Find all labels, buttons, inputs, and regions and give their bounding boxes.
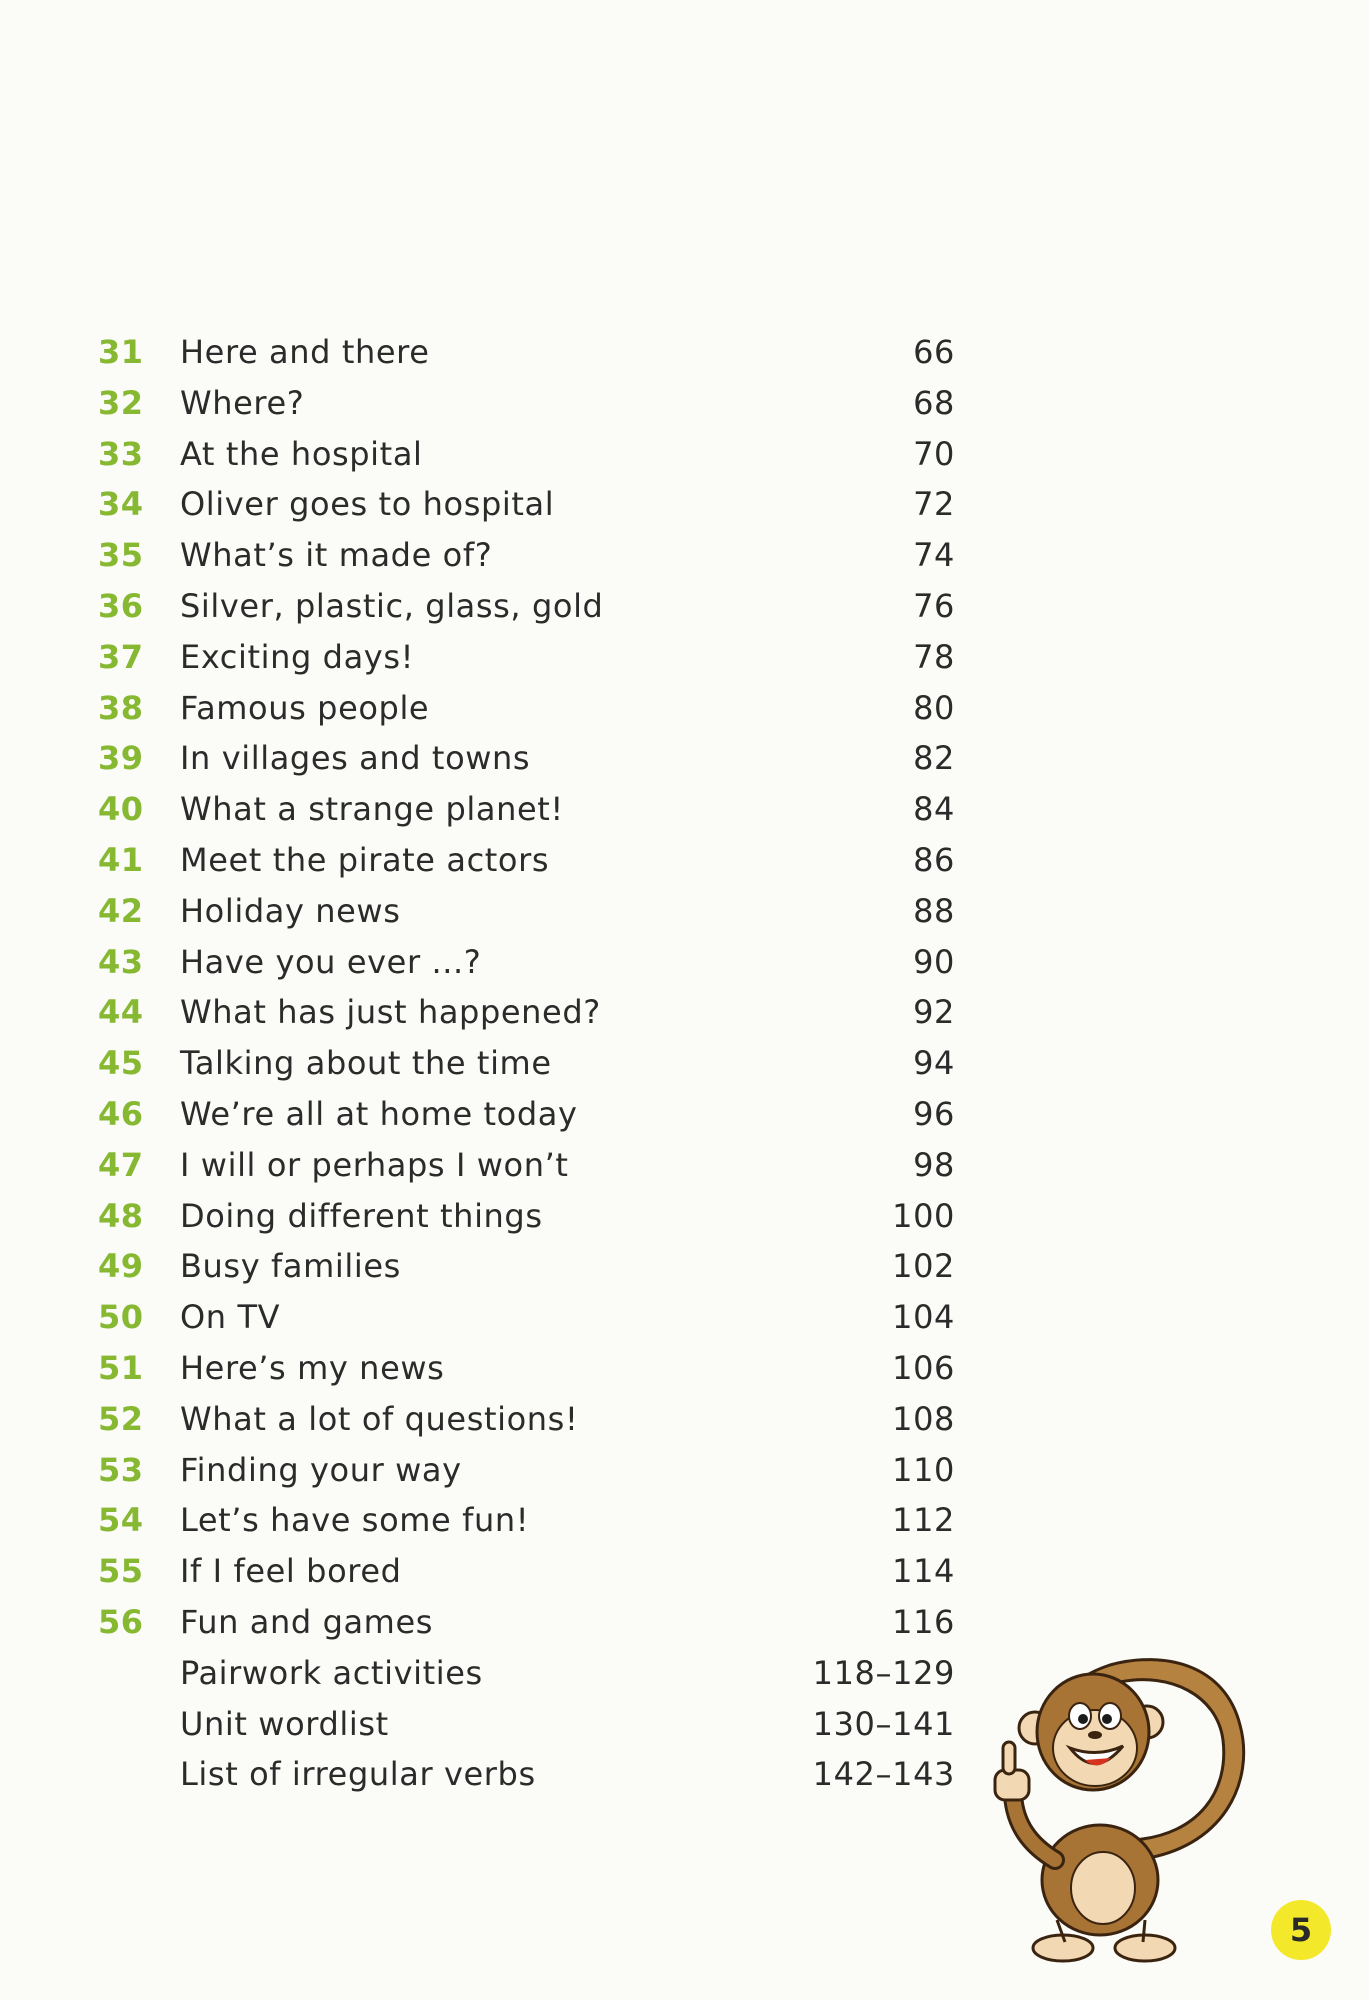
toc-row xyxy=(0,1445,1369,1496)
toc-row xyxy=(0,1546,1369,1597)
unit-title: Exciting days! xyxy=(180,637,415,676)
unit-page-number: 102 xyxy=(892,1247,955,1286)
unit-title: Pairwork activities xyxy=(180,1653,483,1692)
unit-page-number: 130–141 xyxy=(812,1704,955,1743)
unit-title: Finding your way xyxy=(180,1450,462,1489)
toc-row xyxy=(0,1089,1369,1140)
unit-title: What’s it made of? xyxy=(180,536,493,575)
unit-page-number: 110 xyxy=(892,1450,955,1489)
toc-row xyxy=(0,479,1369,530)
unit-number: 36 xyxy=(98,586,144,625)
unit-number: 49 xyxy=(98,1247,144,1286)
unit-title: Where? xyxy=(180,383,305,422)
unit-number: 44 xyxy=(98,993,144,1032)
unit-title: Talking about the time xyxy=(180,1044,552,1083)
page-number-badge: 5 xyxy=(1271,1900,1331,1960)
toc-row xyxy=(0,581,1369,632)
unit-page-number: 74 xyxy=(913,536,955,575)
unit-number: 31 xyxy=(98,333,144,371)
unit-number: 41 xyxy=(98,840,144,879)
unit-number: 54 xyxy=(98,1501,144,1540)
unit-title: What a lot of questions! xyxy=(180,1399,579,1438)
toc-row xyxy=(0,429,1369,480)
toc-row xyxy=(0,1038,1369,1089)
toc-row xyxy=(0,632,1369,683)
unit-page-number: 82 xyxy=(913,739,955,778)
toc-row xyxy=(0,987,1369,1038)
unit-title: Unit wordlist xyxy=(180,1704,389,1743)
unit-title: Have you ever ...? xyxy=(180,942,482,981)
unit-page-number: 142–143 xyxy=(812,1755,955,1794)
unit-title: We’re all at home today xyxy=(180,1094,578,1133)
toc-row xyxy=(0,1191,1369,1242)
unit-title: Meet the pirate actors xyxy=(180,840,550,879)
unit-number: 43 xyxy=(98,942,144,981)
unit-number: 35 xyxy=(98,536,144,575)
unit-title: What a strange planet! xyxy=(180,790,564,829)
unit-number: 46 xyxy=(98,1094,144,1133)
toc-row xyxy=(0,733,1369,784)
toc-row xyxy=(0,1495,1369,1546)
unit-page-number: 78 xyxy=(913,637,955,676)
unit-page-number: 76 xyxy=(913,586,955,625)
unit-title: I will or perhaps I won’t xyxy=(180,1145,569,1184)
unit-number: 55 xyxy=(98,1552,144,1591)
toc-row xyxy=(0,683,1369,734)
unit-title: Here and there xyxy=(180,333,430,371)
unit-title: At the hospital xyxy=(180,434,423,473)
unit-number: 53 xyxy=(98,1450,144,1489)
unit-page-number: 66 xyxy=(913,333,955,371)
unit-number: 52 xyxy=(98,1399,144,1438)
unit-title: Here’s my news xyxy=(180,1348,445,1387)
toc-row xyxy=(0,1241,1369,1292)
toc-row xyxy=(0,530,1369,581)
monkey-mascot-icon xyxy=(985,1630,1265,1974)
unit-page-number: 114 xyxy=(892,1552,955,1591)
toc-row xyxy=(0,1394,1369,1445)
unit-page-number: 106 xyxy=(892,1348,955,1387)
unit-number: 50 xyxy=(98,1298,144,1337)
unit-title: What has just happened? xyxy=(180,993,601,1032)
unit-page-number: 88 xyxy=(913,891,955,930)
unit-number: 34 xyxy=(98,485,144,524)
unit-page-number: 104 xyxy=(892,1298,955,1337)
toc-row xyxy=(0,1343,1369,1394)
unit-title: On TV xyxy=(180,1298,281,1337)
unit-title: Silver, plastic, glass, gold xyxy=(180,586,604,625)
unit-number: 37 xyxy=(98,637,144,676)
unit-number: 56 xyxy=(98,1602,144,1641)
unit-number: 51 xyxy=(98,1348,144,1387)
unit-page-number: 70 xyxy=(913,434,955,473)
unit-page-number: 116 xyxy=(892,1602,955,1641)
unit-page-number: 72 xyxy=(913,485,955,524)
unit-number: 47 xyxy=(98,1145,144,1184)
unit-title: Fun and games xyxy=(180,1602,434,1641)
unit-number: 39 xyxy=(98,739,144,778)
unit-page-number: 90 xyxy=(913,942,955,981)
unit-number: 38 xyxy=(98,688,144,727)
unit-page-number: 108 xyxy=(892,1399,955,1438)
unit-page-number: 118–129 xyxy=(812,1653,955,1692)
toc-row xyxy=(0,327,1369,378)
unit-title: Famous people xyxy=(180,688,430,727)
toc-row xyxy=(0,1140,1369,1191)
unit-title: List of irregular verbs xyxy=(180,1755,536,1794)
unit-page-number: 92 xyxy=(913,993,955,1032)
unit-title: Let’s have some fun! xyxy=(180,1501,530,1540)
unit-title: In villages and towns xyxy=(180,739,531,778)
unit-page-number: 86 xyxy=(913,840,955,879)
toc-row xyxy=(0,835,1369,886)
unit-number: 48 xyxy=(98,1196,144,1235)
unit-page-number: 112 xyxy=(892,1501,955,1540)
toc-row xyxy=(0,886,1369,937)
unit-page-number: 84 xyxy=(913,790,955,829)
unit-page-number: 100 xyxy=(892,1196,955,1235)
unit-title: If I feel bored xyxy=(180,1552,402,1591)
unit-page-number: 80 xyxy=(913,688,955,727)
unit-page-number: 96 xyxy=(913,1094,955,1133)
unit-number: 40 xyxy=(98,790,144,829)
unit-page-number: 98 xyxy=(913,1145,955,1184)
unit-title: Doing different things xyxy=(180,1196,543,1235)
unit-number: 33 xyxy=(98,434,144,473)
unit-title: Holiday news xyxy=(180,891,401,930)
unit-number: 45 xyxy=(98,1044,144,1083)
toc-row xyxy=(0,1292,1369,1343)
unit-title: Oliver goes to hospital xyxy=(180,485,555,524)
toc-row xyxy=(0,784,1369,835)
toc-row xyxy=(0,937,1369,988)
unit-title: Busy families xyxy=(180,1247,401,1286)
unit-number: 42 xyxy=(98,891,144,930)
toc-row xyxy=(0,378,1369,429)
unit-page-number: 94 xyxy=(913,1044,955,1083)
table-of-contents xyxy=(0,327,1369,1800)
unit-page-number: 68 xyxy=(913,383,955,422)
unit-number: 32 xyxy=(98,383,144,422)
